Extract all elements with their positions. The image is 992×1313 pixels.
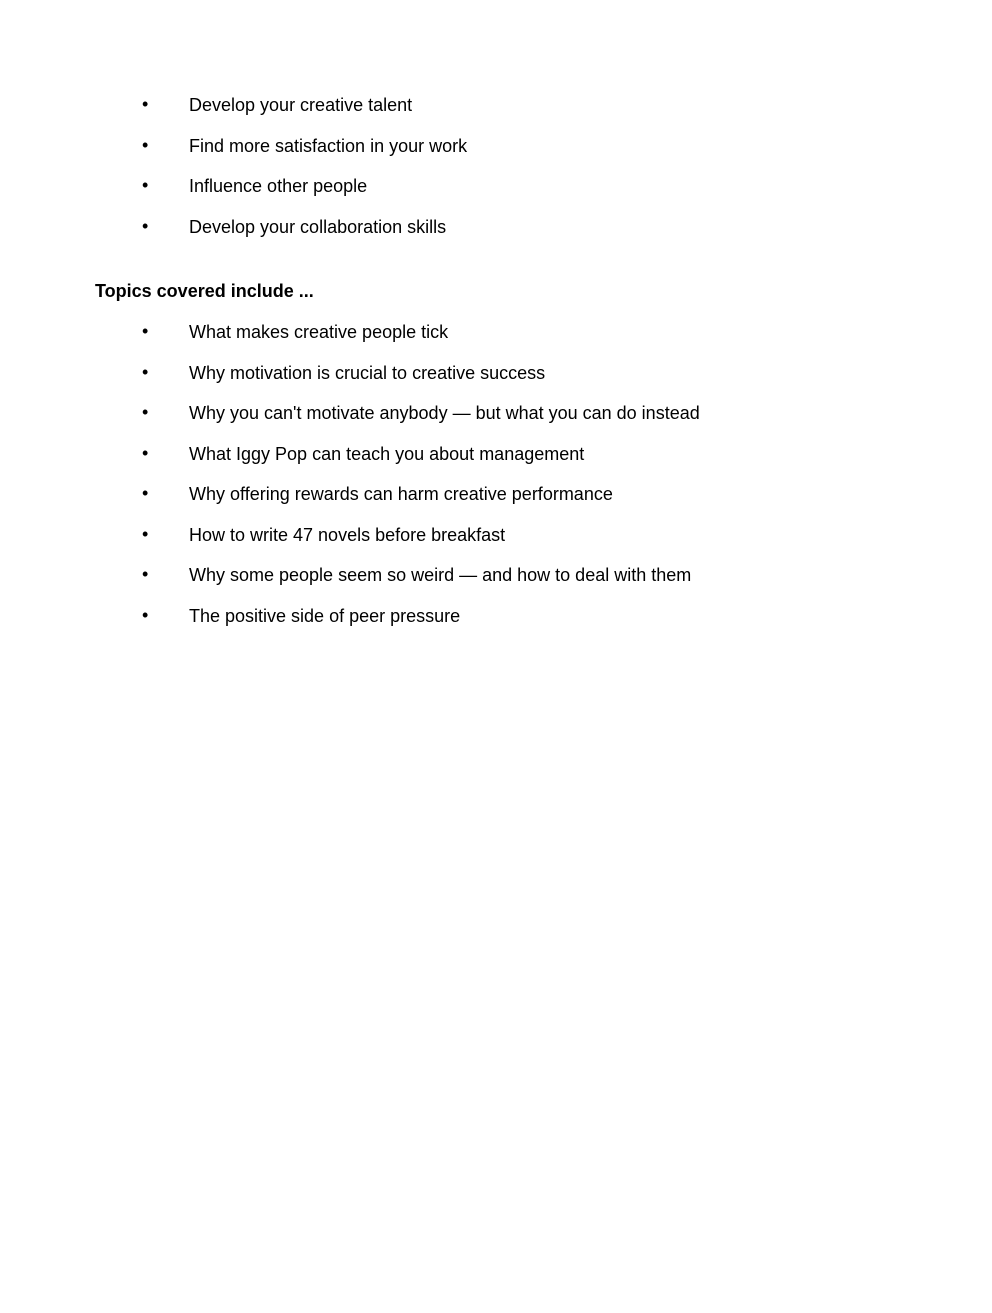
topics-heading: Topics covered include ...	[95, 281, 314, 301]
list-item-text: Influence other people	[189, 176, 368, 196]
bullet-icon: •	[142, 523, 149, 544]
bullet-icon: •	[142, 175, 149, 195]
bullet-icon: •	[142, 321, 149, 341]
list-item-text: Why some people seem so weird — and how to deal with them	[189, 565, 692, 585]
bullet-icon: •	[142, 134, 149, 155]
bullet-icon: •	[142, 564, 149, 584]
bullet-icon: •	[142, 402, 149, 422]
bullet-icon: •	[142, 361, 149, 382]
bullet-icon: •	[142, 483, 149, 503]
bullet-icon: •	[142, 442, 149, 463]
list-item-text: Why motivation is crucial to creative success	[189, 362, 546, 383]
list-item-text: What Iggy Pop can teach you about management	[189, 443, 585, 464]
list-item-text: The positive side of peer pressure	[189, 605, 461, 626]
list-item-text: How to write 47 novels before breakfast	[189, 524, 506, 545]
list-item-text: Why offering rewards can harm creative performance	[189, 484, 613, 504]
list-item-text: Develop your collaboration skills	[189, 216, 447, 237]
list-item-text: What makes creative people tick	[189, 322, 449, 342]
bullet-icon: •	[142, 94, 149, 114]
bullet-icon: •	[142, 604, 149, 625]
list-item-text: Find more satisfaction in your work	[189, 135, 468, 156]
list-item-text: Develop your creative talent	[189, 95, 413, 115]
list-item-text: Why you can't motivate anybody — but what you can do instead	[189, 403, 700, 423]
bullet-icon: •	[142, 215, 149, 236]
